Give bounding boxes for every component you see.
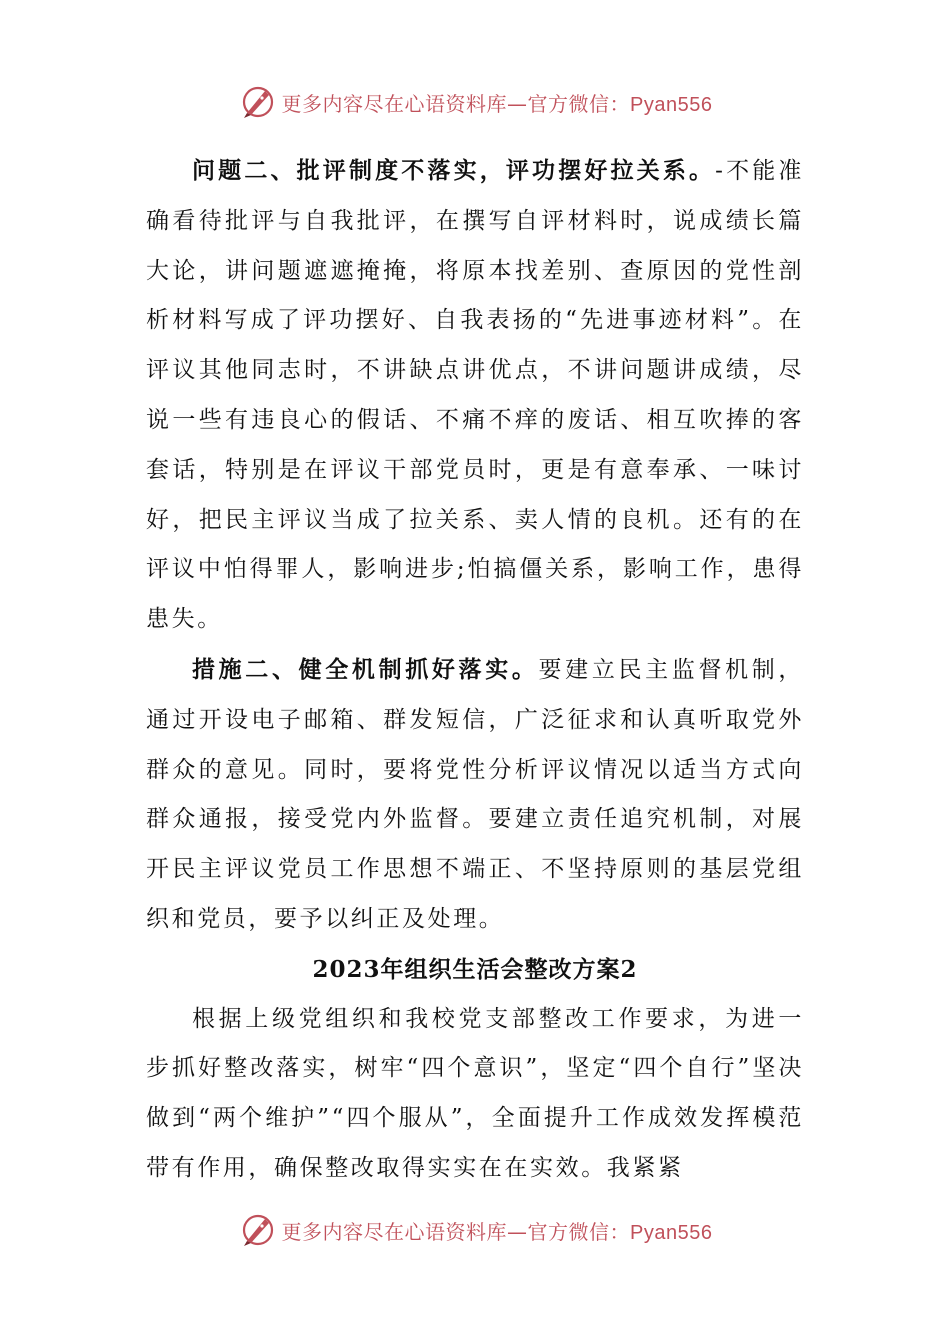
watermark-wechat-label: 官方微信： bbox=[527, 91, 631, 116]
watermark-wechat-id: Pyan556 bbox=[630, 93, 713, 116]
watermark-header bbox=[0, 80, 950, 124]
paragraph-lead-measure: 措施二、健全机制抓好落实。 bbox=[192, 655, 539, 683]
paragraph-lead-problem: 问题二、批评制度不落实，评功摆好拉关系。 bbox=[192, 157, 716, 184]
watermark-wechat-id: Pyan556 bbox=[630, 1221, 713, 1244]
pen-nib-icon bbox=[238, 1210, 278, 1250]
watermark-wechat-label: 官方微信： bbox=[527, 1219, 631, 1244]
paragraph-plan-intro: 根据上级党组织和我校党支部整改工作要求，为进一步抓好整改落实，树牢“四个意识”，坚定“四个自行”坚决做到“两个维护”“四个服从”，全面提升工作成效发挥模范带有作用，确保整改取得实实在在实效。我紧紧 bbox=[146, 1005, 804, 1181]
watermark-dash: — bbox=[507, 1219, 528, 1244]
watermark-dash: — bbox=[507, 91, 528, 116]
watermark-main-text: 更多内容尽在心语资料库 bbox=[281, 91, 508, 116]
section-heading: 2023年组织生活会整改方案2 bbox=[312, 955, 638, 983]
paragraph-measure-two bbox=[146, 645, 804, 945]
paragraph-problem-two bbox=[146, 146, 804, 645]
watermark-main-text: 更多内容尽在心语资料库 bbox=[281, 1219, 508, 1244]
watermark-footer bbox=[0, 1208, 950, 1252]
document-body bbox=[146, 146, 804, 1194]
paragraph-text-measure: 要建立民主监督机制，通过开设电子邮箱、群发短信，广泛征求和认真听取党外群众的意见。同时，要将党性分析评议情况以适当方式向群众通报，接受党内外监督。要建立责任追究机制，对展开民主评议党员工作思想不端正、不坚持原则的基层党组织和党员，要予以纠正及处理。 bbox=[146, 656, 805, 932]
pen-nib-icon bbox=[238, 82, 278, 122]
paragraph-text-problem: -不能准确看待批评与自我批评，在撰写自评材料时，说成绩长篇大论，讲问题遮遮掩掩，将原本找差别、查原因的党性剖析材料写成了评功摆好、自我表扬的“先进事迹材料”。在评议其他同志时，不讲缺点讲优点，不讲问题讲成绩，尽说一些有违良心的假话、不痛不痒的废话、相互吹捧的客套话，特别是在评议干部党员时，更是有意奉承、一味讨好，把民主评议当成了拉关系、卖人情的良机。还有的在评议中怕得罪人，影响进步;怕搞僵关系，影响工作，患得患失。 bbox=[146, 158, 805, 633]
watermark-text bbox=[282, 1216, 713, 1245]
watermark-text bbox=[282, 88, 713, 117]
